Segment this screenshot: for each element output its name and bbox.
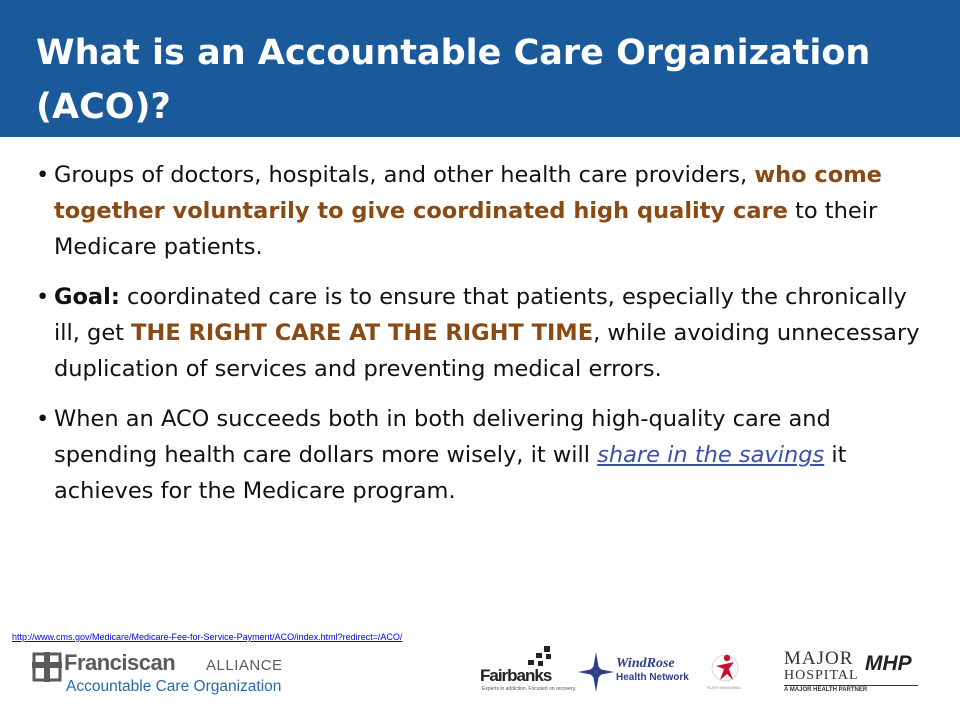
- fairbanks-squares-icon: [524, 646, 556, 668]
- bullet-item-3: [36, 401, 924, 509]
- mhp-badge: MHP: [865, 652, 912, 675]
- source-url-link[interactable]: http://www.cms.gov/Medicare/Medicare-Fee-for-Service-Payment/ACO/index.html?redirect=/ACO/: [12, 632, 403, 642]
- bullet-1-emphasis: who come together voluntarily to give coordinated high quality care: [54, 162, 882, 224]
- windrose-subtitle: Health Network: [616, 672, 689, 683]
- bullet-marker: •: [36, 162, 50, 188]
- fairbanks-name: Fairbanks: [480, 666, 552, 685]
- bullet-3-text-a: When an ACO succeeds both in both delivering high-quality care and spending health care dollars more wisely, it will: [54, 406, 831, 468]
- franciscan-alliance: ALLIANCE: [206, 657, 283, 674]
- bullet-3-text-b: it achieves for the Medicare program.: [54, 442, 847, 504]
- major-tagline: A MAJOR HEALTH PARTNER: [784, 687, 868, 693]
- windrose-name: WindRose: [616, 656, 675, 671]
- title-bar: [0, 0, 960, 137]
- bullet-list: [36, 157, 924, 523]
- windrose-logo: [576, 650, 696, 698]
- rush-memorial-logo: [704, 652, 744, 702]
- bullet-2-emphasis: THE RIGHT CARE AT THE RIGHT TIME: [131, 320, 594, 346]
- bullet-1-text-b: to their Medicare patients.: [54, 198, 878, 260]
- bullet-2-text-a: coordinated care is to ensure that patients, especially the chronically ill, get: [54, 284, 907, 346]
- bullet-item-2: [36, 279, 924, 387]
- bullet-marker: •: [36, 406, 50, 432]
- bullet-1-text-a: Groups of doctors, hospitals, and other health care providers,: [54, 162, 755, 188]
- bullet-marker: •: [36, 284, 50, 310]
- bullet-item-1: [36, 157, 924, 265]
- fairbanks-tagline: Experts in addiction. Focused on recovery.: [482, 686, 577, 692]
- major-name: MAJOR: [784, 648, 854, 669]
- franciscan-subtitle: Accountable Care Organization: [66, 678, 282, 695]
- franciscan-alliance-logo: [32, 648, 302, 698]
- share-savings-link[interactable]: share in the savings: [597, 442, 825, 468]
- major-divider: [784, 685, 918, 686]
- major-hospital-logo: [784, 648, 924, 692]
- rush-figure-icon: [710, 652, 740, 684]
- goal-label: Goal:: [54, 284, 120, 310]
- hospital-name: HOSPITAL: [784, 668, 859, 683]
- franciscan-name: Franciscan: [64, 650, 176, 675]
- compass-rose-icon: [576, 650, 616, 694]
- rush-memorial-text: RUSH MEMORIAL: [707, 685, 741, 690]
- franciscan-cross-icon: [32, 652, 62, 682]
- fairbanks-logo: [480, 646, 577, 696]
- slide-title: What is an Accountable Care Organization (ACO)?: [36, 33, 871, 127]
- bullet-2-text-b: , while avoiding unnecessary duplication of services and preventing medical errors.: [54, 320, 920, 382]
